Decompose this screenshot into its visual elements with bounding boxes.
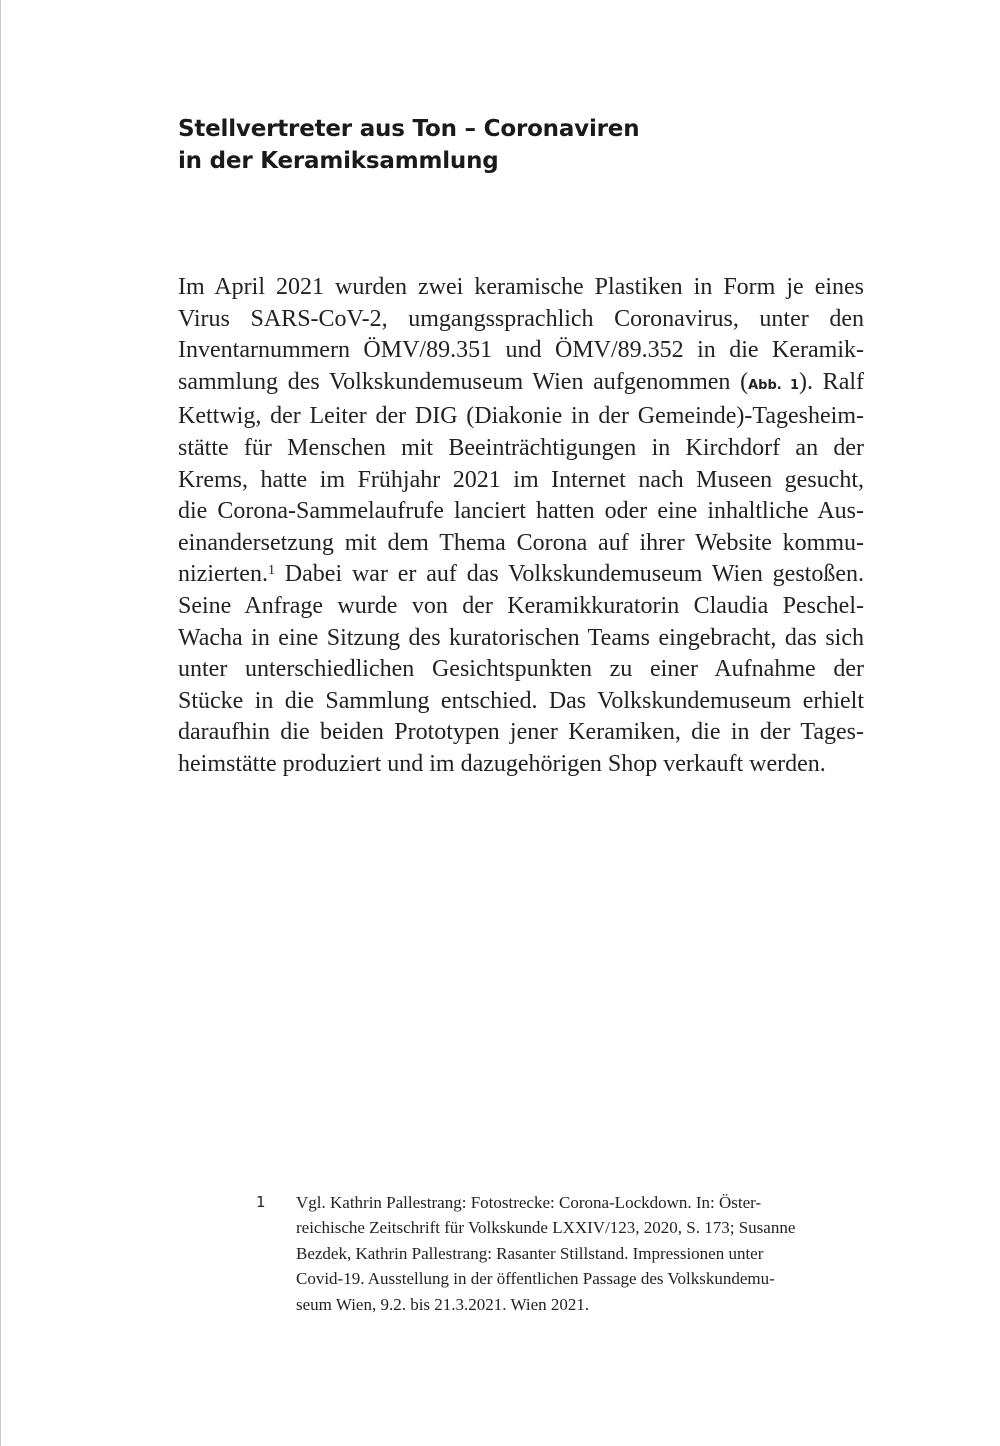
body-line: unter unterschiedlichen Gesichtspunkten zu einer Aufnahme der: [178, 656, 864, 683]
page-edge: [0, 0, 1, 1446]
body-line: Krems, hatte im Frühjahr 2021 im Internet nach Museen gesucht,: [178, 466, 864, 493]
body-text-segment: Dabei war er auf das Volkskundemuseum Wien gestoßen.: [274, 561, 864, 588]
footnote-marker-link[interactable]: 1: [267, 563, 275, 579]
footnote-line: Bezdek, Kathrin Pallestrang: Rasanter Stillstand. Impressionen unter: [296, 1243, 764, 1263]
body-line: [178, 559, 864, 591]
body-line: einandersetzung mit dem Thema Corona auf ihrer Website kommu-: [178, 529, 864, 556]
footnote-line: Covid-19. Ausstellung in der öffentlichen Passage des Volkskundemu-: [296, 1269, 775, 1289]
body-text-segment: nizierten.: [178, 561, 268, 588]
footnote-text: [296, 1190, 854, 1317]
body-text-segment: ). Ralf: [799, 368, 865, 395]
body-line: die Corona-Sammelaufrufe lanciert hatten oder eine inhaltliche Aus-: [178, 498, 864, 525]
body-line: [178, 367, 864, 402]
article-title: [178, 113, 778, 177]
figure-reference-link[interactable]: Abb. 1: [748, 377, 799, 393]
body-line: Virus SARS-CoV-2, umgangssprachlich Coronavirus, unter den: [178, 305, 864, 332]
body-line: daraufhin die beiden Prototypen jener Keramiken, die in der Tages-: [178, 719, 864, 746]
body-line: Wacha in eine Sitzung des kuratorischen Teams eingebracht, das sich: [178, 624, 864, 651]
title-line-1: Stellvertreter aus Ton – Coronaviren: [178, 116, 640, 142]
body-line: heimstätte produziert und im dazugehörigen Shop verkauft werden.: [178, 750, 826, 777]
body-text-segment: sammlung des Volkskundemuseum Wien aufgenommen (: [178, 368, 749, 395]
footnote-line: reichische Zeitschrift für Volkskunde LXXIV/123, 2020, S. 173; Susanne: [296, 1218, 796, 1238]
body-line: Seine Anfrage wurde von der Keramikkuratorin Claudia Peschel-: [178, 592, 864, 619]
body-line: Kettwig, der Leiter der DIG (Diakonie in der Gemeinde)-Tagesheim-: [178, 403, 864, 430]
body-line: Stücke in die Sammlung entschied. Das Volkskundemuseum erhielt: [178, 687, 864, 714]
body-paragraph: [178, 272, 864, 781]
footnote-line: Vgl. Kathrin Pallestrang: Fotostrecke: Corona-Lockdown. In: Öster-: [296, 1193, 762, 1212]
body-line: stätte für Menschen mit Beeinträchtigungen in Kirchdorf an der: [178, 434, 864, 461]
body-line: Im April 2021 wurden zwei keramische Plastiken in Form je eines: [178, 274, 864, 300]
body-line: Inventarnummern ÖMV/89.351 und ÖMV/89.352 in die Keramik-: [178, 337, 864, 364]
footnote-line: seum Wien, 9.2. bis 21.3.2021. Wien 2021.: [296, 1294, 590, 1314]
footnote-number: 1: [256, 1193, 266, 1211]
title-line-2: in der Keramiksammlung: [178, 148, 499, 174]
